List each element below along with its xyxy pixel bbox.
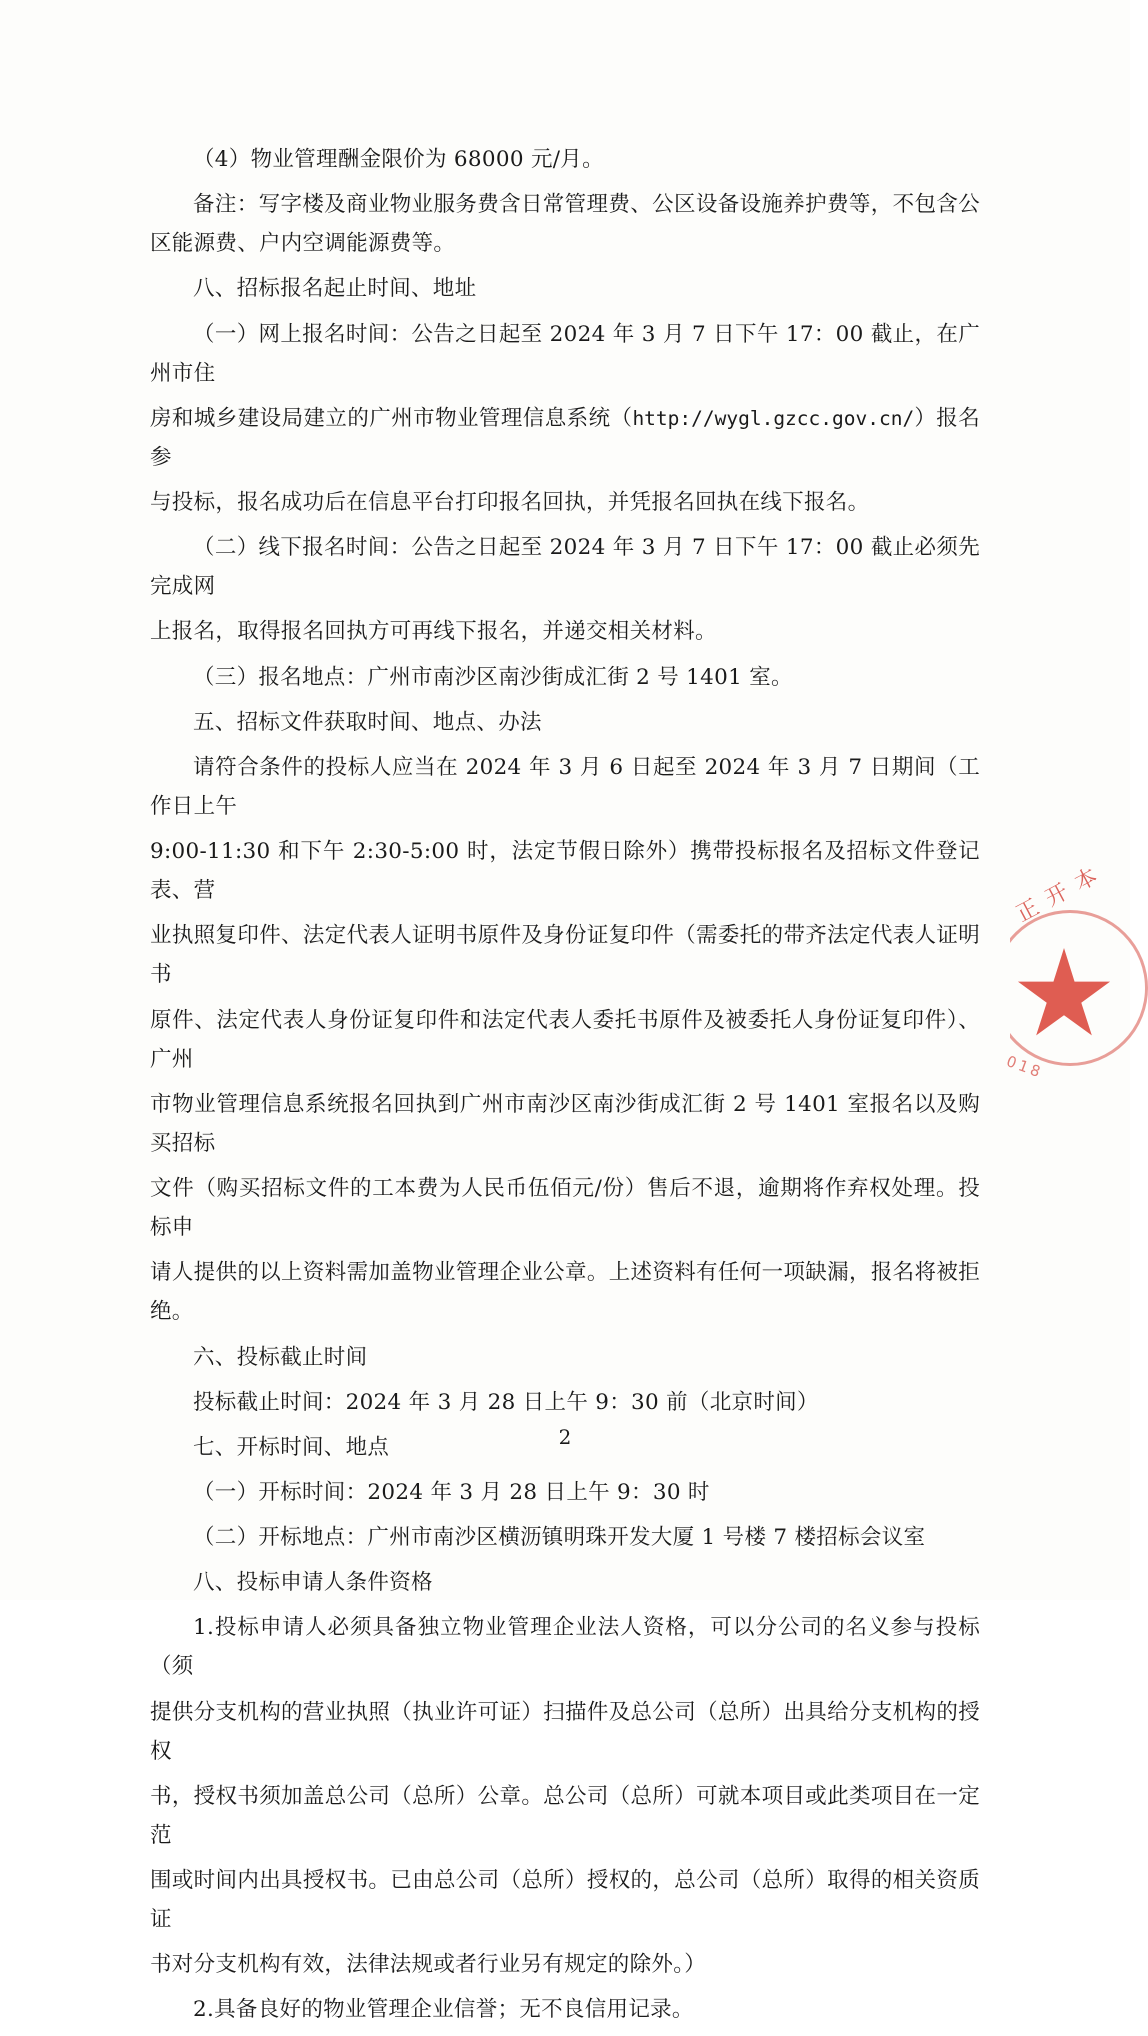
red-seal-stamp (1002, 863, 1122, 1100)
seal-top-text: 正 开 本 (1012, 863, 1104, 928)
paragraph: 书对分支机构有效，法律法规或者行业另有规定的除外。） (150, 1952, 707, 1978)
paragraph: 上报名，取得报名回执方可再线下报名，并递交相关材料。 (150, 619, 717, 645)
paragraph: （一）开标时间：2024 年 3 月 28 日上午 9：30 时 (193, 1479, 710, 1505)
paragraph: 请人提供的以上资料需加盖物业管理企业公章。上述资料有任何一项缺漏，报名将被拒绝。 (150, 1260, 980, 1325)
paragraph: 9:00-11:30 和下午 2:30-5:00 时，法定节假日除外）携带投标报名及招标文件登记表、营 (150, 839, 980, 904)
paragraph: 市物业管理信息系统报名回执到广州市南沙区南沙街成汇街 2 号 1401 室报名以及购买招标 (150, 1091, 980, 1156)
paragraph: 请符合条件的投标人应当在 2024 年 3 月 6 日起至 2024 年 3 月 7 日期间（工作日上午 (150, 754, 980, 819)
paragraph: 文件（购买招标文件的工本费为人民币伍佰元/份）售后不退，逾期将作弃权处理。投标申 (150, 1176, 980, 1241)
section-heading: 七、开标时间、地点 (193, 1434, 390, 1460)
paragraph: （二）开标地点：广州市南沙区横沥镇明珠开发大厦 1 号楼 7 楼招标会议室 (193, 1525, 926, 1550)
registration-url: http://wygl.gzcc.gov.cn/ (632, 406, 915, 430)
seal-star-icon (1016, 948, 1112, 1044)
paragraph-text-pre: 房和城乡建设局建立的广州市物业管理信息系统（ (150, 405, 633, 431)
paragraph-text-post: ）报名参 (150, 405, 980, 470)
paragraph: 提供分支机构的营业执照（执业许可证）扫描件及总公司（总所）出具给分支机构的授权 (150, 1699, 980, 1764)
paragraph: 业执照复印件、法定代表人证明书原件及身份证复印件（需委托的带齐法定代表人证明书 (150, 923, 980, 988)
section-heading: 八、投标申请人条件资格 (193, 1570, 433, 1596)
section-heading: 五、招标文件获取时间、地点、办法 (193, 709, 542, 735)
paragraph: 围或时间内出具授权书。已由总公司（总所）授权的，总公司（总所）取得的相关资质证 (150, 1868, 980, 1933)
document-body (150, 140, 980, 2036)
seal-ring (992, 910, 1148, 1066)
paragraph: 原件、法定代表人身份证复印件和法定代表人委托书原件及被委托人身份证复印件）、广州 (150, 1007, 980, 1072)
paragraph-with-url (150, 399, 980, 477)
paragraph: 1.投标申请人必须具备独立物业管理企业法人资格，可以分公司的名义参与投标（须 (150, 1615, 980, 1680)
paragraph: （一）网上报名时间：公告之日起至 2024 年 3 月 7 日下午 17：00 截止，在广州市住 (150, 321, 980, 386)
paragraph: （4）物业管理酬金限价为 68000 元/月。 (193, 147, 604, 172)
paragraph: （二）线下报名时间：公告之日起至 2024 年 3 月 7 日下午 17：00 截止必须先完成网 (150, 535, 980, 600)
seal-bottom-text: 018 (1004, 1052, 1046, 1082)
paragraph: 与投标，报名成功后在信息平台打印报名回执，并凭报名回执在线下报名。 (150, 490, 870, 515)
section-heading: 八、招标报名起止时间、地址 (193, 276, 477, 302)
paragraph: （三）报名地点：广州市南沙区南沙街成汇街 2 号 1401 室。 (193, 664, 793, 690)
paragraph: 投标截止时间：2024 年 3 月 28 日上午 9：30 前（北京时间） (193, 1389, 819, 1415)
page-number: 2 (558, 1425, 572, 1449)
paragraph: 2.具备良好的物业管理企业信誉；无不良信用记录。 (193, 1997, 694, 2023)
section-heading: 六、投标截止时间 (193, 1344, 368, 1370)
paragraph: 书，授权书须加盖总公司（总所）公章。总公司（总所）可就本项目或此类项目在一定范 (150, 1783, 980, 1848)
paragraph: 备注：写字楼及商业物业服务费含日常管理费、公区设备设施养护费等，不包含公区能源费、户内空调能源费等。 (150, 192, 980, 257)
